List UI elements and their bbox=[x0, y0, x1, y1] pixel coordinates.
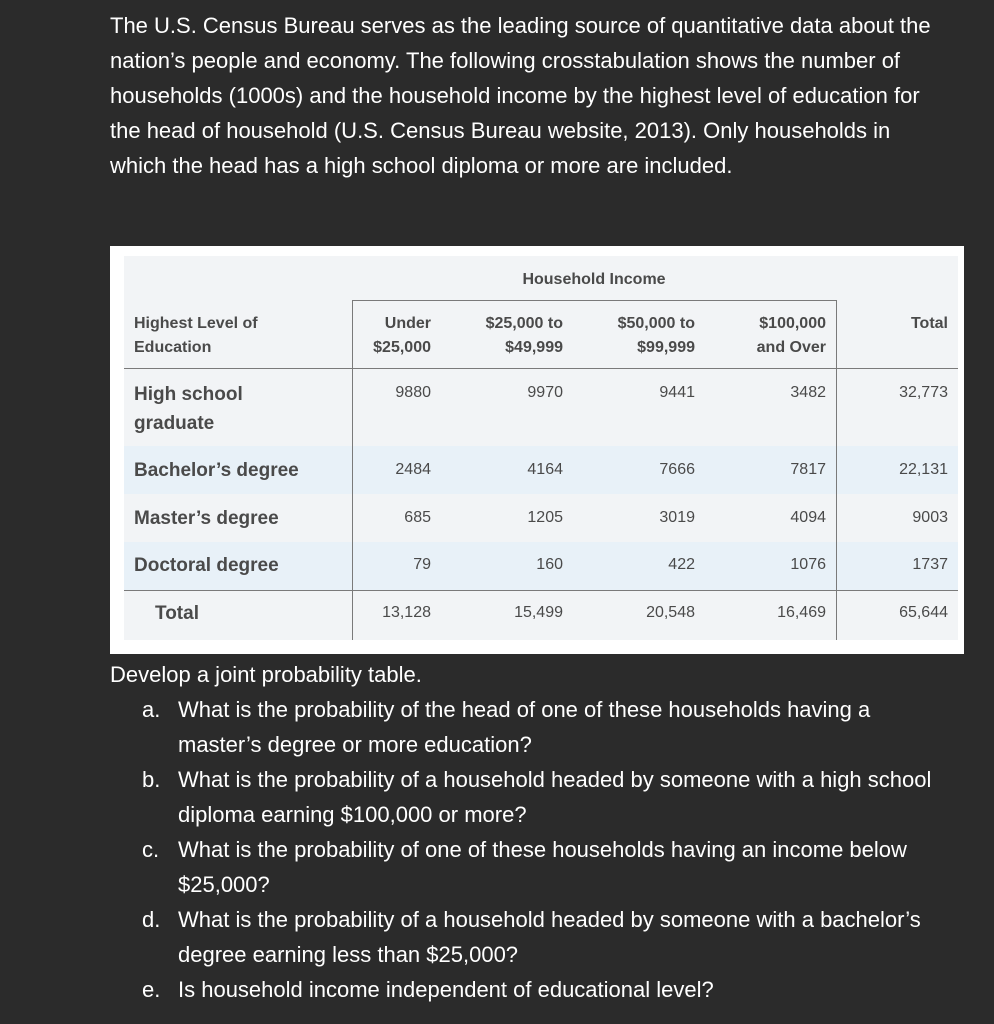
question-c bbox=[110, 832, 950, 902]
education-header: Highest Level of Education bbox=[134, 315, 258, 356]
col-header-under-25k: Under $25,000 bbox=[373, 315, 431, 356]
cell-phd-100k-over: 1076 bbox=[790, 556, 826, 573]
total-rule bbox=[124, 590, 958, 591]
col-header-50k-99k: $50,000 to $99,999 bbox=[617, 315, 695, 356]
col-divider-left bbox=[352, 300, 353, 640]
cell-ma-under-25k: 685 bbox=[404, 509, 431, 526]
cell-total-25k-49k: 15,499 bbox=[514, 604, 563, 621]
question-text: What is the probability of a household headed by someone with a bachelor’s degree earning less than $25,000? bbox=[178, 907, 921, 967]
questions-section bbox=[110, 657, 950, 1007]
cell-total-100k-over: 16,469 bbox=[777, 604, 826, 621]
row-label-doctoral: Doctoral degree bbox=[134, 555, 279, 576]
row-label-total: Total bbox=[155, 603, 199, 624]
question-letter: e. bbox=[142, 977, 161, 1002]
question-letter: c. bbox=[142, 837, 160, 862]
cell-ma-50k-99k: 3019 bbox=[659, 509, 695, 526]
cell-phd-under-25k: 79 bbox=[413, 556, 431, 573]
question-text: What is the probability of one of these households having an income below $25,000? bbox=[178, 837, 907, 897]
col-header-100k-over: $100,000 and Over bbox=[756, 315, 826, 356]
question-a bbox=[110, 692, 950, 762]
row-label-high-school: High school graduate bbox=[134, 384, 243, 434]
cell-phd-total: 1737 bbox=[912, 556, 948, 573]
question-e bbox=[110, 972, 950, 1007]
question-d bbox=[110, 902, 950, 972]
question-text: Is household income independent of educational level? bbox=[178, 977, 714, 1002]
question-text: What is the probability of a household headed by someone with a high school diploma earning $100,000 or more? bbox=[178, 767, 932, 827]
cell-hs-50k-99k: 9441 bbox=[659, 384, 695, 401]
group-header-rule bbox=[352, 300, 837, 301]
cell-ma-total: 9003 bbox=[912, 509, 948, 526]
col-header-total: Total bbox=[910, 315, 948, 332]
question-letter: b. bbox=[142, 767, 161, 792]
question-letter: d. bbox=[142, 907, 161, 932]
cell-ba-100k-over: 7817 bbox=[790, 461, 826, 478]
cell-ba-50k-99k: 7666 bbox=[659, 461, 695, 478]
cell-ma-100k-over: 4094 bbox=[790, 509, 826, 526]
question-b bbox=[110, 762, 950, 832]
questions-lead: Develop a joint probability table. bbox=[110, 662, 422, 687]
cell-hs-100k-over: 3482 bbox=[790, 384, 826, 401]
household-income-header: Household Income bbox=[522, 271, 666, 288]
row-label-masters: Master’s degree bbox=[134, 508, 279, 529]
cell-phd-25k-49k: 160 bbox=[536, 556, 563, 573]
cell-hs-25k-49k: 9970 bbox=[527, 384, 563, 401]
cell-phd-50k-99k: 422 bbox=[668, 556, 695, 573]
cell-ba-total: 22,131 bbox=[899, 461, 948, 478]
crosstab-table bbox=[110, 246, 964, 654]
table-body bbox=[124, 256, 958, 640]
header-rule bbox=[124, 368, 958, 369]
cell-total-under-25k: 13,128 bbox=[382, 604, 431, 621]
cell-hs-under-25k: 9880 bbox=[395, 384, 431, 401]
col-header-25k-49k: $25,000 to $49,999 bbox=[485, 315, 563, 356]
cell-ba-25k-49k: 4164 bbox=[527, 461, 563, 478]
question-list bbox=[110, 692, 950, 1007]
cell-hs-total: 32,773 bbox=[899, 384, 948, 401]
cell-ba-under-25k: 2484 bbox=[395, 461, 431, 478]
cell-grand-total: 65,644 bbox=[899, 604, 948, 621]
col-divider-right bbox=[836, 300, 837, 640]
question-letter: a. bbox=[142, 697, 161, 722]
cell-ma-25k-49k: 1205 bbox=[527, 509, 563, 526]
row-label-bachelors: Bachelor’s degree bbox=[134, 460, 299, 481]
intro-paragraph: The U.S. Census Bureau serves as the leading source of quantitative data about the nation’s people and economy. The following crosstabulation shows the number of households (1000s) and the household income by the highest level of education for the head of household (U.S. Census Bureau website, 2013). Only households in which the head has a high school diploma or more are included. bbox=[110, 13, 931, 178]
question-text: What is the probability of the head of one of these households having a master’s degree or more education? bbox=[178, 697, 871, 757]
cell-total-50k-99k: 20,548 bbox=[646, 604, 695, 621]
